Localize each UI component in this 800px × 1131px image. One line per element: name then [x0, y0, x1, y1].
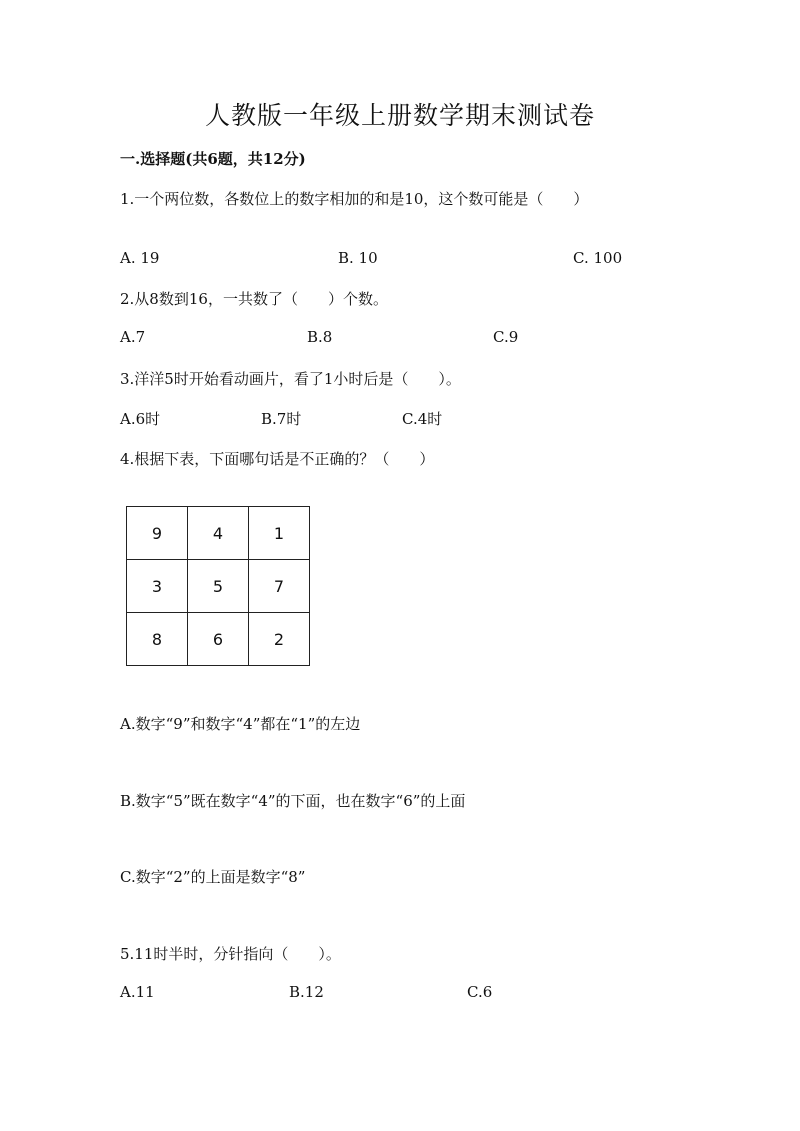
grid-cell: 8 [127, 613, 188, 666]
question-2: 2.从8数到16，一共数了（ ）个数。 [120, 290, 388, 308]
grid-cell: 1 [249, 507, 310, 560]
grid-cell: 9 [127, 507, 188, 560]
q3-option-a: A.6时 [120, 410, 161, 428]
q2-option-a: A.7 [120, 328, 146, 346]
q2-option-b: B.8 [307, 328, 333, 346]
question-1: 1.一个两位数，各数位上的数字相加的和是10，这个数可能是（ ） [120, 190, 589, 208]
q4-option-c: C.数字“2”的上面是数字“8” [120, 868, 306, 886]
grid-cell: 4 [188, 507, 249, 560]
question-3: 3.洋洋5时开始看动画片，看了1小时后是（ ）。 [120, 370, 461, 388]
page-title: 人教版一年级上册数学期末测试卷 [204, 101, 595, 130]
q4-option-b: B.数字“5”既在数字“4”的下面，也在数字“6”的上面 [120, 792, 466, 810]
q1-option-c: C. 100 [573, 249, 623, 267]
q3-option-b: B.7时 [261, 410, 302, 428]
grid-cell: 2 [249, 613, 310, 666]
q1-option-b: B. 10 [338, 249, 378, 267]
q2-option-c: C.9 [493, 328, 519, 346]
q5-option-b: B.12 [289, 983, 324, 1001]
grid-cell: 6 [188, 613, 249, 666]
q4-option-a: A.数字“9”和数字“4”都在“1”的左边 [120, 715, 361, 733]
grid-cell: 3 [127, 560, 188, 613]
question-4: 4.根据下表，下面哪句话是不正确的？（ ） [120, 450, 435, 468]
q5-option-c: C.6 [467, 983, 493, 1001]
number-grid-table [126, 506, 310, 666]
section-heading: 一.选择题(共6题，共12分) [120, 150, 306, 168]
grid-cell: 5 [188, 560, 249, 613]
q3-option-c: C.4时 [402, 410, 443, 428]
q5-option-a: A.11 [120, 983, 155, 1001]
question-5: 5.11时半时，分针指向（ ）。 [120, 945, 341, 963]
grid-cell: 7 [249, 560, 310, 613]
q1-option-a: A. 19 [120, 249, 160, 267]
